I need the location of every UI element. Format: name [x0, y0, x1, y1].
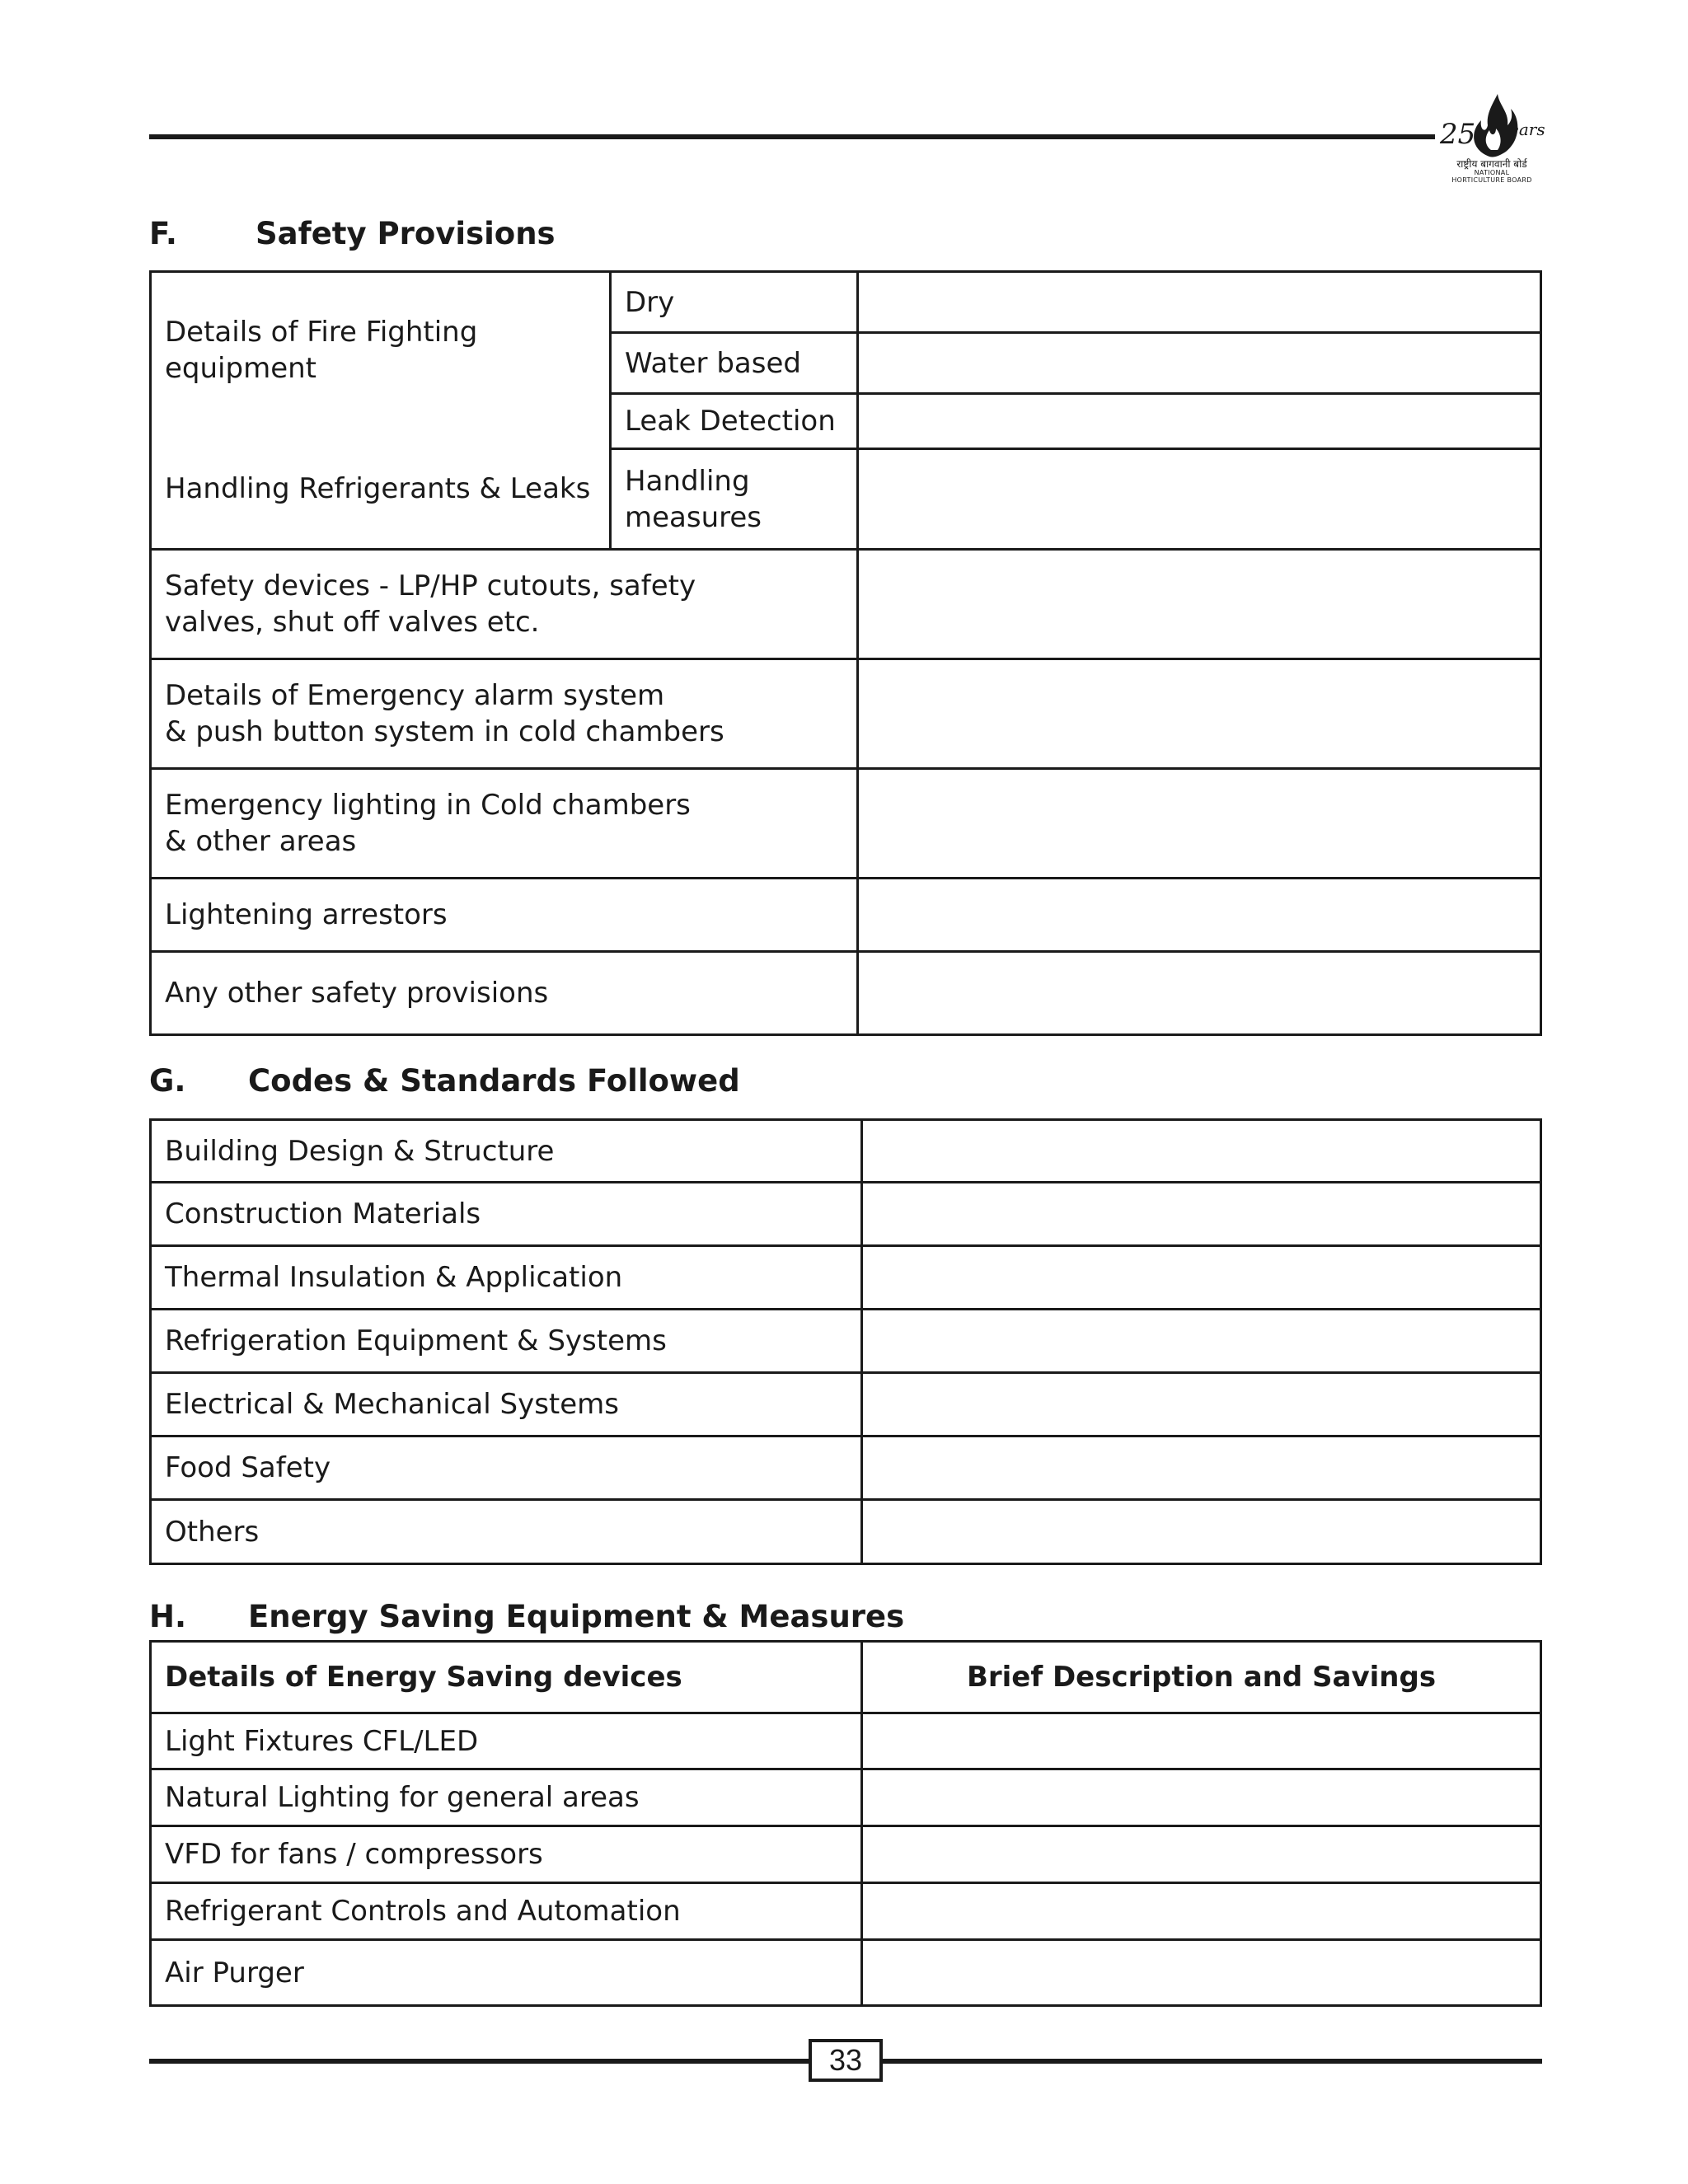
sub-item-cell: Handling measures	[611, 449, 858, 550]
column-header-description: Brief Description and Savings	[862, 1642, 1541, 1713]
section-f-letter: F.	[149, 216, 177, 251]
answer-field[interactable]	[858, 333, 1541, 394]
answer-field[interactable]	[862, 1373, 1541, 1436]
table-row	[151, 1183, 1541, 1246]
row-label: Others	[151, 1500, 862, 1564]
answer-field[interactable]	[858, 394, 1541, 449]
flame-logo-icon	[1438, 92, 1545, 158]
fire-refrigerant-group-cell	[151, 272, 611, 550]
answer-field[interactable]	[862, 1940, 1541, 2006]
row-label: Lightening arrestors	[151, 879, 858, 952]
row-label: Construction Materials	[151, 1183, 862, 1246]
column-header-devices: Details of Energy Saving devices	[151, 1642, 862, 1713]
row-label: Building Design & Structure	[151, 1120, 862, 1183]
row-label: Safety devices - LP/HP cutouts, safety valves, shut off valves etc.	[151, 550, 858, 659]
row-label: Details of Emergency alarm system & push button system in cold chambers	[151, 659, 858, 769]
table-row	[151, 272, 1541, 333]
table-row	[151, 769, 1541, 879]
answer-field[interactable]	[862, 1883, 1541, 1940]
answer-field[interactable]	[858, 952, 1541, 1035]
section-h-letter: H.	[149, 1599, 187, 1634]
answer-field[interactable]	[862, 1183, 1541, 1246]
answer-field[interactable]	[858, 272, 1541, 333]
refrigerants-label: Handling Refrigerants & Leaks	[165, 472, 591, 505]
svg-text:ears: ears	[1509, 120, 1545, 139]
answer-field[interactable]	[858, 449, 1541, 550]
row-label: Thermal Insulation & Application	[151, 1246, 862, 1310]
table-row	[151, 1373, 1541, 1436]
row-label: VFD for fans / compressors	[151, 1826, 862, 1883]
table-row	[151, 879, 1541, 952]
answer-field[interactable]	[858, 769, 1541, 879]
codes-standards-table	[149, 1118, 1542, 1565]
answer-field[interactable]	[858, 550, 1541, 659]
answer-field[interactable]	[858, 879, 1541, 952]
header-rule	[149, 134, 1435, 139]
section-h-title: Energy Saving Equipment & Measures	[248, 1599, 905, 1634]
table-row	[151, 550, 1541, 659]
energy-saving-table	[149, 1640, 1542, 2007]
sub-item-cell: Dry	[611, 272, 858, 333]
row-label: Emergency lighting in Cold chambers & other areas	[151, 769, 858, 879]
row-label: Natural Lighting for general areas	[151, 1769, 862, 1826]
answer-field[interactable]	[862, 1246, 1541, 1310]
table-row	[151, 659, 1541, 769]
row-label: Electrical & Mechanical Systems	[151, 1373, 862, 1436]
logo-hindi-text: राष्ट्रीय बागवानी बोर्ड	[1456, 158, 1527, 170]
row-label: Food Safety	[151, 1436, 862, 1500]
table-header-row	[151, 1642, 1541, 1713]
section-g-heading	[149, 1063, 973, 1101]
svg-text:25: 25	[1440, 118, 1476, 151]
page-number: 33	[809, 2039, 883, 2082]
table-row	[151, 1713, 1541, 1769]
sub-item-cell: Water based	[611, 333, 858, 394]
section-g-letter: G.	[149, 1063, 186, 1099]
answer-field[interactable]	[862, 1500, 1541, 1564]
table-row	[151, 1436, 1541, 1500]
answer-field[interactable]	[862, 1436, 1541, 1500]
section-f-title: Safety Provisions	[256, 216, 556, 251]
section-g-title: Codes & Standards Followed	[248, 1063, 740, 1099]
answer-field[interactable]	[862, 1826, 1541, 1883]
row-label: Refrigerant Controls and Automation	[151, 1883, 862, 1940]
table-row	[151, 952, 1541, 1035]
logo-text-line1: NATIONAL	[1474, 169, 1510, 176]
table-row	[151, 1120, 1541, 1183]
fire-fighting-label: Details of Fire Fighting equipment	[165, 316, 478, 385]
answer-field[interactable]	[858, 659, 1541, 769]
sub-item-cell: Leak Detection	[611, 394, 858, 449]
row-label: Refrigeration Equipment & Systems	[151, 1310, 862, 1373]
answer-field[interactable]	[862, 1713, 1541, 1769]
row-label: Air Purger	[151, 1940, 862, 2006]
table-row	[151, 1883, 1541, 1940]
answer-field[interactable]	[862, 1120, 1541, 1183]
table-row	[151, 1769, 1541, 1826]
table-row	[151, 1500, 1541, 1564]
section-h-heading	[149, 1599, 1138, 1637]
answer-field[interactable]	[862, 1769, 1541, 1826]
nhb-25-years-logo	[1438, 92, 1545, 187]
table-row	[151, 1826, 1541, 1883]
row-label: Light Fixtures CFL/LED	[151, 1713, 862, 1769]
table-row	[151, 1940, 1541, 2006]
table-row	[151, 1246, 1541, 1310]
logo-text-line2: HORTICULTURE BOARD	[1451, 176, 1532, 184]
safety-provisions-table	[149, 270, 1542, 1036]
section-f-heading	[149, 216, 891, 254]
answer-field[interactable]	[862, 1310, 1541, 1373]
row-label: Any other safety provisions	[151, 952, 858, 1035]
table-row	[151, 1310, 1541, 1373]
